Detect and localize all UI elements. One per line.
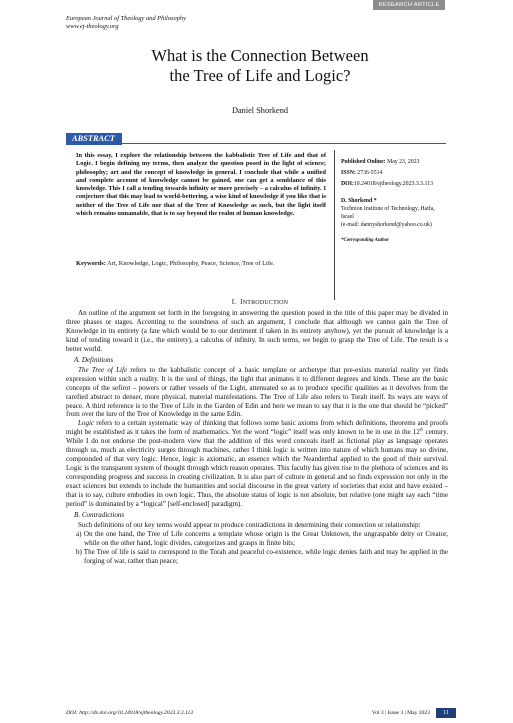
- side-author: D. Shorkend *: [341, 198, 377, 204]
- journal-url[interactable]: www.ej-theology.org: [66, 23, 119, 30]
- published-row: [341, 158, 449, 166]
- abstract-text: In this essay, I explore the relationship between the kabbalistic Tree of Life and that of Logic. I begin defining my terms, then analyze the question posed in the light of science; philosophy; art and the concept of knowledge in general. I conclude that while a unified and complete account of knowledge cannot be gained, one can get a semblance of this knowledge. This I call a tending towards infinity or more precisely – a calculus of infinity. I conjecture that this may lead to world-bettering, a wise kind of knowledge if you like that is neither of the Tree of Life nor that of the Tree of Knowledge as such, but the light itself which remains unnamable, that is to say beyond the realm of human knowledge.: [76, 152, 326, 218]
- footer-doi[interactable]: DOI: http://dx.doi.org/10.24018/ejtheology.2023.3.3.113: [66, 710, 194, 716]
- section-heading-introduction: [60, 298, 460, 306]
- article-body: [66, 309, 448, 566]
- keywords-label: Keywords:: [76, 260, 106, 267]
- page-number: 11: [436, 708, 456, 718]
- intro-paragraph: An outline of the argument set forth in the foregoing in answering the question posed in the title of this paper may be divided in three phases or stages. Accenting to the soundness of such an argument, I conclude that although we cannot gain the Tree of Knowledge in its entirety (a fate which would be to our detriment if taken in its entirety anyhow), yet the pursuit of knowledge is a kind of tending toward it (i.e., the entirety), a calculus of infinity. In such terms, we begin to grasp the Tree of Life. The result is a better world.: [66, 309, 448, 353]
- journal-header: [66, 15, 186, 31]
- logic-paragraph: [66, 419, 448, 509]
- title-line-2: the Tree of Life and Logic?: [169, 66, 351, 85]
- issn-label: ISSN:: [341, 170, 356, 176]
- title-line-1: What is the Connection Between: [151, 46, 369, 65]
- affiliation-line-2: Israel: [341, 214, 354, 220]
- doi-value[interactable]: 10.24018/ejtheology.2023.3.3.113: [353, 181, 434, 187]
- subsection-contradictions: B. Contradictions: [74, 510, 125, 519]
- column-divider: [334, 150, 335, 300]
- author-block: [341, 197, 449, 229]
- issn-row: [341, 169, 449, 177]
- definitions-term: The Tree of Life: [78, 365, 128, 374]
- logic-text-b: century. While I do not endorse the post-modern view that the addition of this word conceals itself as fictional play as language operates through us, much as electricity surges through machines, rather I think logic is written into nature of which humans may so divine, compounded of that very logic. Hence, logic is axiomatic, an essence which the Neanderthal applied to the good of their survival. Logic is the transparent system of thought through which reason operates. This faculty has given rise to the plethora of sciences and its corresponding progress and success in creating civilization. It is also part of culture in general and so finds expression not only in the exact sciences but extends to include the humanities and social discourse in the great variety of societies that exist and have existed – that is to say, culture embodies its own logic. Thus, the absolute status of logic is not absolute, but relative (one might say each “time period” is dominated by a “logical” [self-enclosed] paradigm).: [66, 428, 448, 509]
- subsection-definitions: A. Definitions: [74, 355, 114, 364]
- logic-term: Logic: [78, 419, 95, 428]
- paper-title: [60, 46, 460, 86]
- keywords-list: Art, Knowledge, Logic, Philosophy, Peace, Science, Tree of Life.: [107, 260, 275, 267]
- keywords: [76, 260, 326, 268]
- definitions-text: refers to the kabbalistic concept of a basic template or archetype that pre-exists material reality yet finds expression within such a reality. It is the soul of things, the light that animates it to different degrees and kinds. These are the basic concepts of the sefirot – powers or rather vessels of the Light, attenuated so as to produce specific qualities as it devolves from the rarefied abstract to denser, more physical, material manifestations. The Tree of Life also refers to Torah itself. Its ways are ways of peace. A third reference is to the Tree of Life in the Garden of Edin and here we mean to say that it is the one that should be “picked” from over the lure of the Tree of Knowledge in the same Edin.: [66, 365, 448, 419]
- doi-row: [341, 180, 449, 188]
- issn-value: 2736-5514: [357, 170, 383, 176]
- corresponding-note: *Corresponding Author: [341, 238, 390, 243]
- doi-label: DOI:: [341, 181, 354, 187]
- abstract-label: ABSTRACT: [66, 133, 122, 145]
- section-title-initial: I: [240, 298, 243, 306]
- logic-text-a: refers to a certain systematic way of thinking that follows some basic axioms from which definitions, theorems and proofs might be established as it takes the form of mathematics. Yet the word “logic” itself was only known to be in use in the 12: [66, 419, 448, 437]
- affiliation-line-1: Technion Institute of Technology, Haifa,: [341, 206, 435, 212]
- list-item-a: a) On the one hand, the Tree of Life concerns a template whose origin is the Great Unknown, the ungraspable deity or Creator, while on the other hand, logic divides, categorizes and grasps in finite bits;: [76, 529, 448, 547]
- definitions-paragraph: [66, 366, 448, 420]
- section-number: I.: [231, 298, 237, 306]
- logic-superscript: th: [419, 427, 424, 433]
- published-label: Published Online:: [341, 159, 386, 165]
- abstract-divider: [66, 143, 446, 144]
- published-date: May 23, 2023: [387, 159, 420, 165]
- article-type-badge: RESEARCH ARTICLE: [373, 0, 445, 10]
- footer-volume: Vol 3 | Issue 3 | May 2023: [371, 710, 430, 716]
- author-name: Daniel Shorkend: [232, 106, 288, 115]
- list-item-b: b) The Tree of life is said to correspond to the Torah and peaceful co-existence, while logic denies faith and may be applied in the forging of war, rather than peace;: [76, 547, 448, 565]
- author-email[interactable]: (e-mail: dannyshorkend@yahoo.co.uk): [341, 222, 432, 228]
- section-title-rest: NTRODUCTION: [242, 300, 289, 306]
- journal-name: European Journal of Theology and Philosophy: [66, 15, 186, 22]
- contradictions-paragraph: Such definitions of our key terms would appear to produce contradictions in determining their connection or relationship:: [78, 520, 421, 529]
- article-info-panel: [341, 158, 449, 245]
